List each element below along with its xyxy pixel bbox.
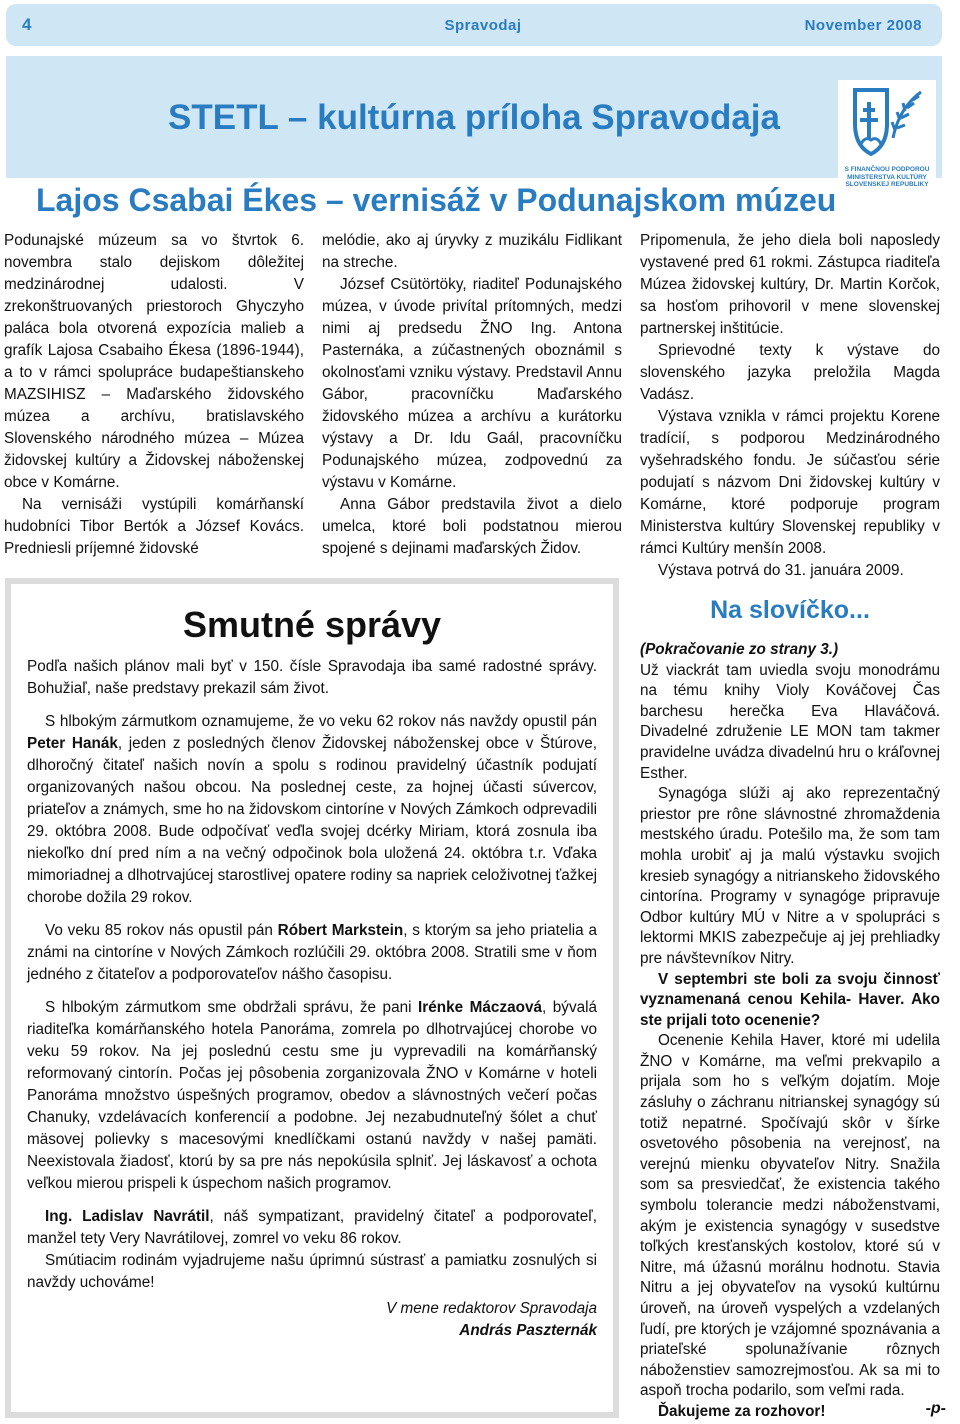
paragraph: Výstava potrvá do 31. januára 2009. — [658, 562, 904, 579]
paragraph: Ing. Ladislav Navrátil, náš sympatizant, pravidelný čitateľ a podporovateľ, manžel tety Very Navrátilovej, zomrel vo veku 86 rokov. — [27, 1208, 597, 1247]
paragraph: Synagóga slúži aj ako reprezentačný priestor pre rône slávnostné zhromaždenia mestského úradu. Potešilo ma, že som tam mohla urobiť aj ja malú výstavku svojich kresieb synagógy a nitrianskeho židovského cintorína. Programy v synagóge pripravuje Odbor kultúry MÚ v Nitre a v spolupráci s lektormi MKIS zabezpečuje aj jej prehliadky pre návštevníkov Nitry. — [640, 785, 940, 967]
sad-news-body — [27, 656, 597, 1342]
interview-title: Na slovíčko... — [710, 596, 870, 624]
paragraph: Podunajské múzeum sa vo štvrtok 6. novembra stalo dejiskom dôležitej medzinárodnej udalosti. V zrekonštruovaných priestoroch Ghyczyho paláca bola otvorená expozícia malieb a grafík Lajosa Csabaiho Ékesa (1896-1944), a to v rámci spolupráce budapeštianskeho MAZSIHISZ – Maďarského židovského múzea a archívu, bratislavského Slovenského národného múzea – Múzea židovskej kultúry a Židovskej náboženskej obce v Komárne. — [4, 232, 304, 491]
coat-of-arms-icon — [847, 84, 927, 164]
article-column-2 — [322, 230, 622, 560]
paragraph: Ocenenie Kehila Haver, ktoré mi udelila ŽNO v Komárne, ma veľmi prekvapilo a prijala som ho s veľkým dojatím. Moje zásluhy o záchranu nitrianskej synagógy sú totiž nepatrné. Spočívajú skôr v šírke osvetového pôsobenia na verejnosť, na verejnú mienku obyvateľov Nitry. Snažila som sa presviedčať, že existencia takého symbolu tolerancie medzi náboženstvami, akým je existencia synagógy v susedstve toľkých kresťanských kostolov, ktoré sú v Nitre, má úžasnú morálnu hodnotu. Stavia Nitru a jej obyvateľov na vysokú kultúrnu úroveň, na úroveň vyspelých a vzdelaných ľudí, pre ktorých je vzájomné spoznávania a priateľské spolunažívanie rôznych náboženstiev samozrejmosťou. Ak sa mi to aspoň trocha podarilo, som veľmi rada. — [640, 1032, 940, 1400]
person-name: Róbert Markstein — [277, 922, 404, 939]
paragraph: Vo veku 85 rokov nás opustil pán Róbert Markstein, s ktorým sa jeho priatelia a známi na cintoríne v Nových Zámkoch rozlúčili 29. októbra 2008. Stratili sme v ňom jedného z čitateľov a podporovateľov nášho časopisu. — [27, 922, 597, 983]
paragraph: József Csütörtöky, riaditeľ Podunajského múzea, v úvode privítal prítomných, medzi nimi aj predsedu ŽNO Ing. Antona Pasternáka, a zúčastnených oboznámil s okolnosťami vzniku výstavy. Predstavil Annu Gábor, pracovníčku Maďarského židovského múzea a archívu a kurátorku výstavy a Dr. Idu Gaál, pracovníčku Podunajského múzea, zodpovednú za výstavu v Komárne. — [322, 276, 622, 491]
article-headline: Lajos Csabai Ékes – vernisáž v Podunajskom múzeu — [36, 182, 837, 218]
page-header — [6, 4, 942, 46]
paragraph: melódie, ako aj úryvky z muzikálu Fidlikant na streche. — [322, 232, 622, 271]
paragraph: Už viackrát tam uviedla svoju monodrámu na tému knihy Violy Kováčovej Čas barchesu herečka Eva Hlaváčová. Divadelné združenie LE MON tam takmer pravidelne uvádza divadelnú hru o kráľovnej Esther. — [640, 661, 940, 782]
signature — [27, 1298, 597, 1342]
article-end-mark: -p- — [925, 1400, 946, 1417]
paragraph: Na vernisáži vystúpili komárňanskí hudobníci Tibor Bertók a József Kovács. Predniesli príjemné židovské — [4, 496, 304, 557]
supplement-banner — [6, 56, 942, 188]
sad-news-title: Smutné správy — [182, 604, 442, 645]
closing-thanks: Ďakujeme za rozhovor! — [658, 1402, 826, 1420]
page-number: 4 — [22, 15, 32, 34]
paragraph: Pripomenula, že jeho diela boli naposledy vystavené pred 61 rokmi. Zástupca riaditeľa Múzea židovskej kultúry, Dr. Martin Korčok, sa hosťom prihovoril v mene slovenskej partnerskej inštitúcie. — [640, 232, 940, 337]
paragraph: Podľa našich plánov mali byť v 150. čísle Spravodaja iba samé radostné správy. Bohužiaľ, naše predstavy prekazil sám život. — [27, 658, 597, 697]
supplement-title: STETL – kultúrna príloha Spravodaja — [168, 98, 780, 137]
person-name: Peter Hanák — [27, 735, 118, 752]
paragraph: Anna Gábor predstavila život a dielo umelca, ktoré boli podstatnou mierou spojené s dejinami maďarských Židov. — [322, 496, 622, 557]
sad-news-box — [5, 578, 619, 1418]
person-name: Irénke Máczaová — [418, 999, 542, 1016]
paragraph: S hlbokým zármutkom oznamujeme, že vo veku 62 rokov nás navždy opustil pán Peter Hanák, jeden z posledných členov Židovskej náboženskej obce v Štúrove, dlhoročný čitateľ našich novín a spolu s rodinou pravidelný účastník podujatí organizovaných našou obcou. Na poslednej ceste, za hojnej účasti súvercov, priateľov a známych, sme ho na židovskom cintoríne v Nových Zámkoch odprevadili 29. októbra 2008. Bude odpočívať veďla svojej dcérky Miriam, ktorá zosnula iba niekoľko dní pred ním a na večný odpočinok bola uložená 24. októbra t.r. Vďaka mimoriadnej a dlhotrvajúcej starostlivej opatere rodiny sa napriek celoživotnej ťažkej chorobe dožila 29 rokov. — [27, 713, 597, 906]
issue-date: November 2008 — [804, 16, 922, 34]
logo-caption: S FINANČNOU PODPOROU MINISTERSTVA KULTÚRY SLOVENSKEJ REPUBLIKY — [844, 166, 930, 188]
interview-question: V septembri ste boli za svoju činnosť vyznamenaná cenou Kehila- Haver. Ako ste prijali toto ocenenie? — [640, 970, 940, 1029]
paragraph: Výstava vznikla v rámci projektu Korene tradícií, s podporou Medzinárodného vyšehradského fondu. Je súčasťou série podujatí s názvom Dni židovskej kultúry v Komárne, ktoré podporuje program Ministerstva kultúry Slovenskej republiky v rámci Kultúry menšín 2008. — [640, 408, 940, 557]
continuation-note: (Pokračovanie zo strany 3.) — [640, 641, 839, 658]
paragraph: S hlbokým zármutkom sme obdržali správu, že pani Irénke Máczaová, bývalá riaditeľka komárňanského hotela Panoráma, zomrela po dlhotrvajúcej chorobe vo veku 59 rokov. Na jej poslednú cestu sme ju vyprevadili na komárňanský reformovaný cintorín. Počas jej pôsobenia zorganizovala ŽNO v Komárne v hoteli Panoráma množstvo úspešných programov, obedov a slávnostných večerí počas Chanuky, vzdelávacích konferencií a podobne. Jej nezabudnuteľný šólet a chuť mäsovej polievky s macesovými knedlíčkami ostanú navždy v našej pamäti. Neexistovala žiadosť, ktorú by sa pre nás nepokúsila splniť. Jej láskavosť a ochota veľkou mierou prispeli k úspechom našich programov. — [27, 999, 598, 1192]
publication-name: Spravodaj — [444, 16, 522, 34]
sad-news-inner — [11, 584, 613, 1412]
article-column-3 — [640, 230, 940, 582]
ministry-logo — [838, 80, 936, 212]
signature-role: V mene redaktorov Spravodaja — [386, 1300, 597, 1317]
person-name: Ing. Ladislav Navrátil — [45, 1208, 210, 1225]
signature-name: András Paszternák — [459, 1322, 597, 1339]
paragraph: Smútiacim rodinám vyjadrujeme našu úprimnú sústrasť a pamiatku zosnulých si navždy uchováme! — [27, 1252, 597, 1291]
interview-column — [640, 640, 940, 1423]
paragraph: Sprievodné texty k výstave do slovenského jazyka preložila Magda Vadász. — [640, 342, 940, 403]
article-column-1 — [4, 230, 304, 560]
